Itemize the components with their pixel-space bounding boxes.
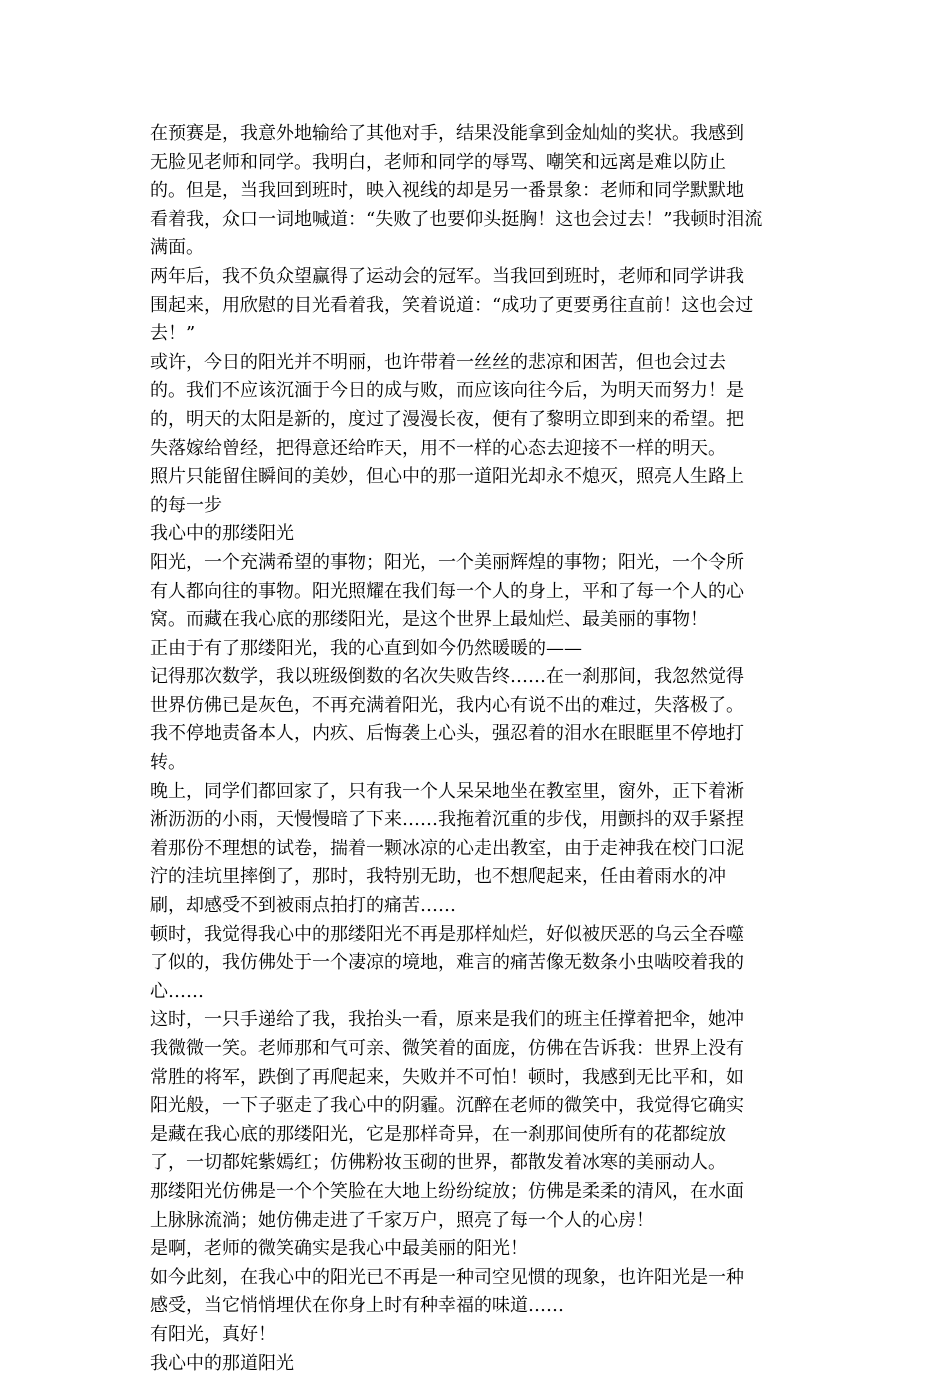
text-line: 晚上，同学们都回家了，只有我一个人呆呆地坐在教室里，窗外，正下着淅 [150,780,744,802]
text-line: 阳光，一个充满希望的事物；阳光，一个美丽辉煌的事物；阳光，一个令所 [150,551,744,573]
text-line: 的每一步 [150,494,222,516]
text-line: 常胜的将军，跌倒了再爬起来，失败并不可怕！顿时，我感到无比平和，如 [150,1066,744,1088]
text-line: 我心中的那缕阳光 [150,523,294,545]
text-line: 看着我，众口一词地喊道：“失败了也要仰头挺胸！这也会过去！”我顿时泪流 [150,208,763,230]
text-line: 如今此刻，在我心中的阳光已不再是一种司空见惯的现象，也许阳光是一种 [150,1266,744,1288]
text-line: 着那份不理想的试卷，揣着一颗冰凉的心走出教室，由于走神我在校门口泥 [150,837,744,859]
text-line: 是啊，老师的微笑确实是我心中最美丽的阳光！ [150,1238,528,1260]
text-line: 那缕阳光仿佛是一个个笑脸在大地上纷纷绽放；仿佛是柔柔的清风，在水面 [150,1180,744,1202]
text-line: 顿时，我觉得我心中的那缕阳光不再是那样灿烂，好似被厌恶的乌云全吞噬 [150,923,744,945]
text-line: 我心中的那道阳光 [150,1352,294,1374]
text-line: 这时，一只手递给了我，我抬头一看，原来是我们的班主任撑着把伞，她冲 [150,1009,744,1031]
text-line: 两年后，我不负众望赢得了运动会的冠军。当我回到班时，老师和同学讲我 [150,265,744,287]
text-line: 了，一切都姹紫嫣红；仿佛粉妆玉砌的世界，都散发着冰寒的美丽动人。 [150,1152,726,1174]
text-line: 围起来，用欣慰的目光看着我，笑着说道：“成功了更要勇往直前！这也会过 [150,294,754,316]
text-line: 的。但是，当我回到班时，映入视线的却是另一番景象：老师和同学默默地 [150,180,744,202]
text-line: 失落嫁给曾经，把得意还给昨天，用不一样的心态去迎接不一样的明天。 [150,437,726,459]
text-line: 阳光般，一下子驱走了我心中的阴霾。沉醉在老师的微笑中，我觉得它确实 [150,1095,744,1117]
text-line: 无脸见老师和同学。我明白，老师和同学的辱骂、嘲笑和远离是难以防止 [150,151,726,173]
text-line: 的，明天的太阳是新的，度过了漫漫长夜，便有了黎明立即到来的希望。把 [150,408,744,430]
text-line: 记得那次数学，我以班级倒数的名次失败告终……在一刹那间，我忽然觉得 [150,666,744,688]
text-line: 上脉脉流淌；她仿佛走进了千家万户，照亮了每一个人的心房！ [150,1209,654,1231]
text-line: 照片只能留住瞬间的美妙，但心中的那一道阳光却永不熄灭，照亮人生路上 [150,466,744,488]
document-page [150,120,810,1378]
text-line: 世界仿佛已是灰色，不再充满着阳光，我内心有说不出的难过，失落极了。 [150,694,744,716]
text-line: 有人都向往的事物。阳光照耀在我们每一个人的身上，平和了每一个人的心 [150,580,744,602]
text-line: 泞的洼坑里摔倒了，那时，我特别无助，也不想爬起来，任由着雨水的冲 [150,866,726,888]
text-line: 窝。而藏在我心底的那缕阳光，是这个世界上最灿烂、最美丽的事物！ [150,609,708,631]
text-line: 满面。 [150,237,204,259]
text-line: 去！” [150,323,196,345]
text-line: 转。 [150,752,186,774]
text-line: 在预赛是，我意外地输给了其他对手，结果没能拿到金灿灿的奖状。我感到 [150,123,744,144]
text-line: 正由于有了那缕阳光，我的心直到如今仍然暖暖的—— [150,637,582,659]
text-line: 我微微一笑。老师那和气可亲、微笑着的面庞，仿佛在告诉我：世界上没有 [150,1038,744,1059]
text-line: 心…… [150,980,204,1002]
text-line: 的。我们不应该沉湎于今日的成与败，而应该向往今后，为明天而努力！是 [150,380,744,402]
text-line: 我不停地责备本人，内疚、后悔袭上心头，强忍着的泪水在眼眶里不停地打 [150,723,744,745]
text-line: 是藏在我心底的那缕阳光，它是那样奇异，在一刹那间使所有的花都绽放 [150,1123,726,1145]
text-line: 或许，今日的阳光并不明丽，也许带着一丝丝的悲凉和困苦，但也会过去 [150,351,726,373]
text-line: 有阳光，真好！ [150,1323,276,1345]
text-line: 了似的，我仿佛处于一个凄凉的境地，难言的痛苦像无数条小虫啮咬着我的 [150,952,744,974]
text-line: 淅沥沥的小雨，天慢慢暗了下来……我拖着沉重的步伐，用颤抖的双手紧捏 [150,809,744,831]
text-line: 感受，当它悄悄埋伏在你身上时有种幸福的味道…… [150,1295,564,1317]
text-line: 刷，却感受不到被雨点拍打的痛苦…… [150,895,456,917]
